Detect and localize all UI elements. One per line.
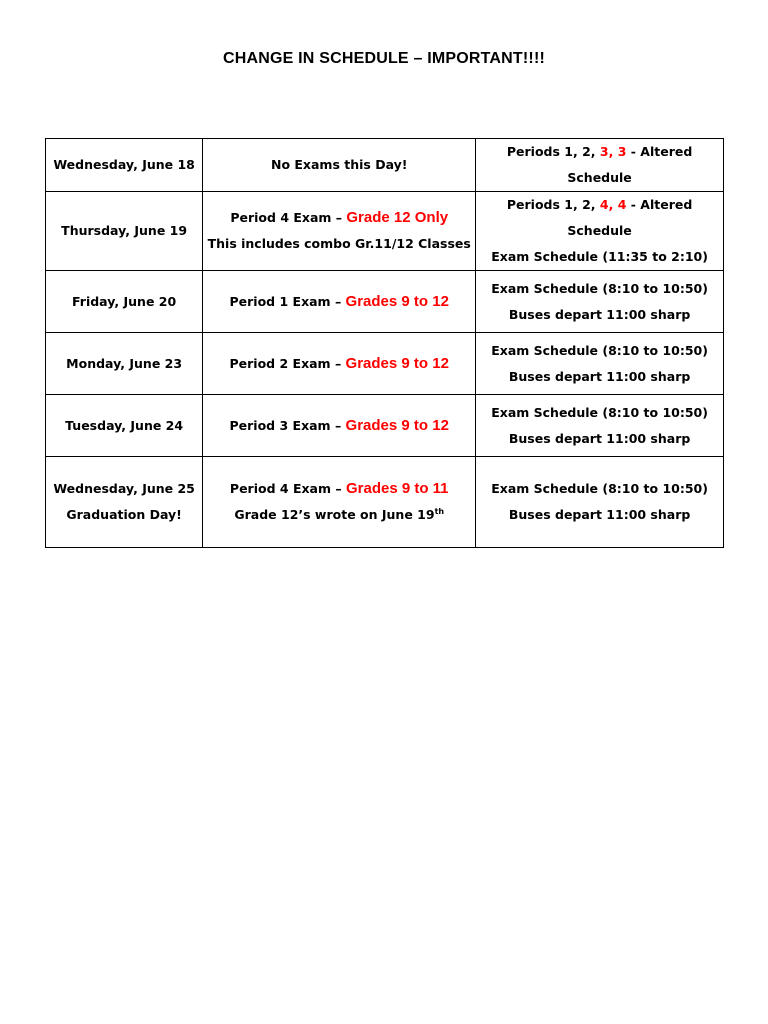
exam-label: Period 3 Exam – — [229, 417, 346, 433]
schedule-suffix: - Altered Schedule — [567, 197, 693, 238]
altered-period: 4 — [599, 197, 609, 212]
schedule-line-1: Exam Schedule (8:10 to 10:50) — [491, 404, 708, 420]
day-label: Wednesday, June 25 — [53, 481, 195, 496]
exam-cell — [203, 271, 476, 333]
period-separator: , — [608, 144, 618, 159]
exam-cell — [203, 192, 476, 271]
day-label: Friday, June 20 — [72, 293, 177, 309]
schedule-line-2: Buses depart 11:00 sharp — [508, 507, 691, 522]
day-cell — [46, 139, 203, 192]
day-cell — [46, 395, 203, 457]
period-separator: , — [608, 197, 618, 212]
exam-grade: Grades 9 to 12 — [345, 354, 449, 372]
exam-cell — [203, 139, 476, 192]
schedule-cell — [476, 395, 724, 457]
schedule-line-1: Exam Schedule (8:10 to 10:50) — [491, 481, 708, 496]
day-cell — [46, 271, 203, 333]
day-note: Graduation Day! — [66, 507, 182, 522]
schedule-cell — [476, 457, 724, 548]
day-cell — [46, 457, 203, 548]
altered-period: 3 — [599, 144, 609, 159]
exam-note-line — [207, 502, 471, 528]
schedule-line-2: Buses depart 11:00 sharp — [508, 306, 691, 322]
exam-label: Period 2 Exam – — [229, 355, 346, 371]
schedule-cell — [476, 192, 724, 271]
page-title: CHANGE IN SCHEDULE – IMPORTANT!!!! — [222, 50, 546, 67]
exam-cell — [203, 395, 476, 457]
exam-grade: Grade 12 Only — [346, 209, 449, 226]
table-row — [46, 139, 724, 192]
exam-note: Grade 12’s wrote on June 19 — [234, 507, 435, 522]
altered-period: 3 — [617, 144, 627, 159]
day-cell — [46, 192, 203, 271]
schedule-line-1: Exam Schedule (8:10 to 10:50) — [491, 280, 708, 296]
schedule-cell — [476, 333, 724, 395]
exam-cell — [203, 457, 476, 548]
schedule-line-2: Buses depart 11:00 sharp — [508, 430, 691, 446]
exam-note: This includes combo Gr.11/12 Classes — [207, 236, 471, 251]
schedule-cell — [476, 139, 724, 192]
table-row — [46, 333, 724, 395]
table-row — [46, 192, 724, 271]
exam-note-superscript: th — [434, 506, 445, 516]
exam-text: No Exams this Day! — [270, 157, 408, 172]
schedule-line-2: Exam Schedule (11:35 to 2:10) — [491, 249, 708, 264]
exam-label: Period 4 Exam – — [230, 210, 347, 225]
exam-grade: Grades 9 to 12 — [345, 416, 449, 434]
day-label: Thursday, June 19 — [61, 223, 188, 238]
schedule-line — [480, 192, 719, 244]
schedule-prefix: Periods 1, 2, — [506, 144, 600, 159]
day-label: Tuesday, June 24 — [65, 417, 184, 433]
day-label: Wednesday, June 18 — [53, 157, 195, 172]
schedule-prefix: Periods 1, 2, — [506, 197, 600, 212]
exam-label: Period 4 Exam – — [229, 481, 346, 496]
exam-cell — [203, 333, 476, 395]
schedule-cell — [476, 271, 724, 333]
exam-line — [207, 476, 471, 502]
exam-line — [207, 205, 471, 231]
exam-schedule-table — [45, 138, 724, 548]
schedule-line-2: Buses depart 11:00 sharp — [508, 368, 691, 384]
day-label: Monday, June 23 — [66, 355, 183, 371]
schedule-line-1: Exam Schedule (8:10 to 10:50) — [491, 342, 708, 358]
exam-grade: Grades 9 to 11 — [345, 480, 449, 497]
schedule-suffix: - Altered Schedule — [567, 144, 693, 185]
table-row — [46, 457, 724, 548]
exam-label: Period 1 Exam – — [229, 293, 346, 309]
table-row — [46, 271, 724, 333]
exam-grade: Grades 9 to 12 — [345, 292, 449, 310]
table-row — [46, 395, 724, 457]
day-cell — [46, 333, 203, 395]
altered-period: 4 — [617, 197, 627, 212]
